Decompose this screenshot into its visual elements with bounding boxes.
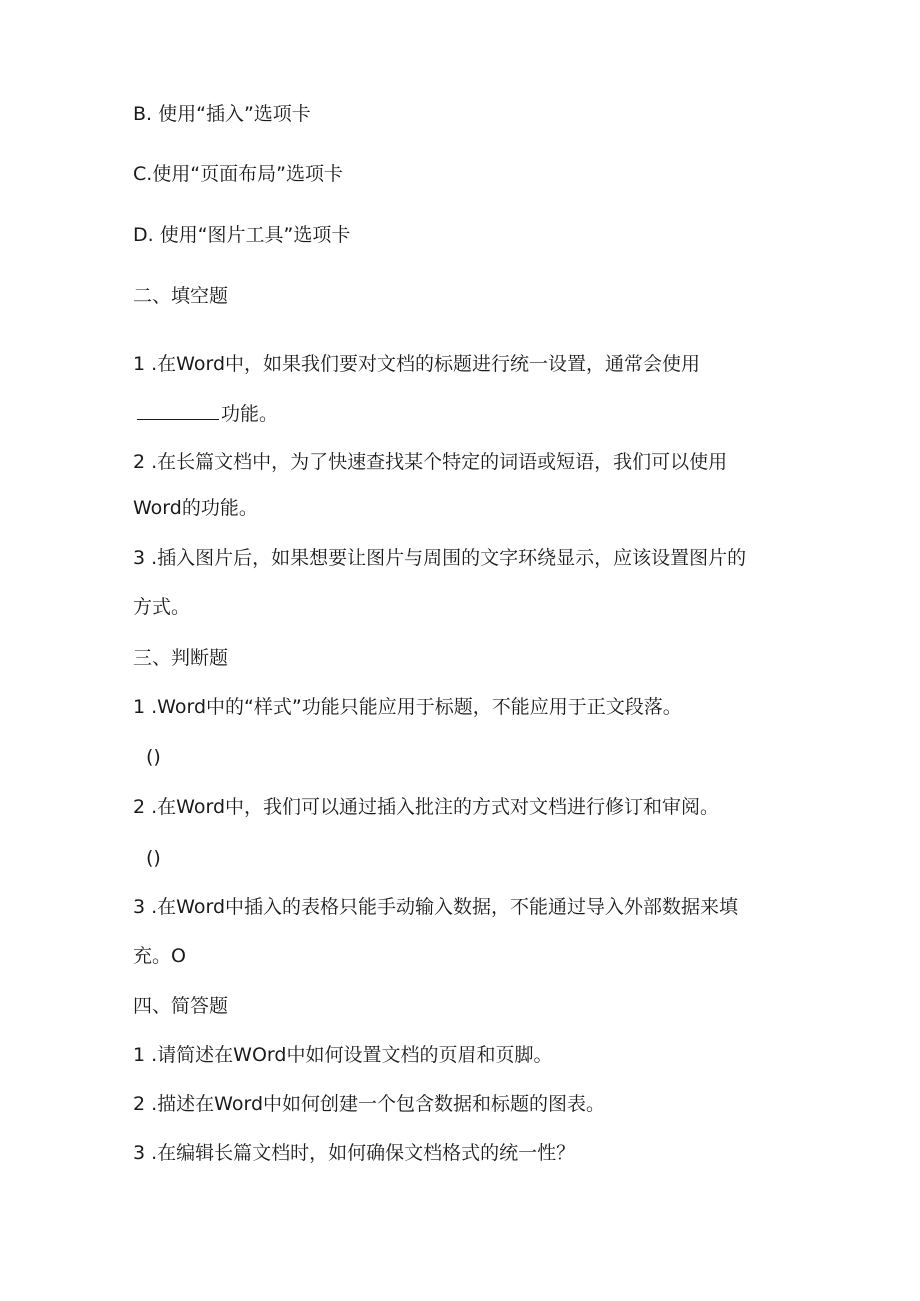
option-c: C.使用“页面布局”选项卡 [133, 163, 343, 185]
section-heading-true-false: 三、判断题 [133, 647, 229, 669]
option-b: B. 使用“插入”选项卡 [133, 103, 311, 125]
fill-blank-question-1-continued [137, 401, 278, 427]
short-answer-question-3: 3 .在编辑长篇文档时，如何确保文档格式的统一性？ [133, 1142, 576, 1164]
true-false-answer-2: () [146, 847, 161, 869]
fill-blank-question-2: 2 .在长篇文档中，为了快速查找某个特定的词语或短语，我们可以使用 [133, 451, 728, 473]
fill-blank-question-3-continued: 方式。 [133, 596, 191, 618]
short-answer-question-1: 1 .请简述在WOrd中如何设置文档的页眉和页脚。 [133, 1044, 553, 1066]
true-false-question-2: 2 .在Word中，我们可以通过插入批注的方式对文档进行修订和审阅。 [133, 796, 720, 818]
fill-blank-question-1-suffix: 功能。 [221, 403, 279, 425]
fill-blank-question-3: 3 .插入图片后，如果想要让图片与周围的文字环绕显示，应该设置图片的 [133, 547, 747, 569]
true-false-question-1: 1 .Word中的“样式”功能只能应用于标题，不能应用于正文段落。 [133, 696, 682, 718]
fill-blank-question-2-continued: Word的功能。 [133, 497, 258, 519]
short-answer-question-2: 2 .描述在Word中如何创建一个包含数据和标题的图表。 [133, 1093, 606, 1115]
option-d: D. 使用“图片工具”选项卡 [133, 224, 351, 246]
fill-blank-question-1: 1 .在Word中，如果我们要对文档的标题进行统一设置，通常会使用 [133, 353, 701, 375]
true-false-answer-1: () [146, 746, 161, 768]
answer-blank [137, 401, 219, 420]
true-false-question-3-continued: 充。O [133, 945, 186, 967]
section-heading-short-answer: 四、简答题 [133, 995, 229, 1017]
true-false-question-3: 3 .在Word中插入的表格只能手动输入数据，不能通过导入外部数据来填 [133, 896, 739, 918]
section-heading-fill-blank: 二、填空题 [133, 285, 229, 307]
